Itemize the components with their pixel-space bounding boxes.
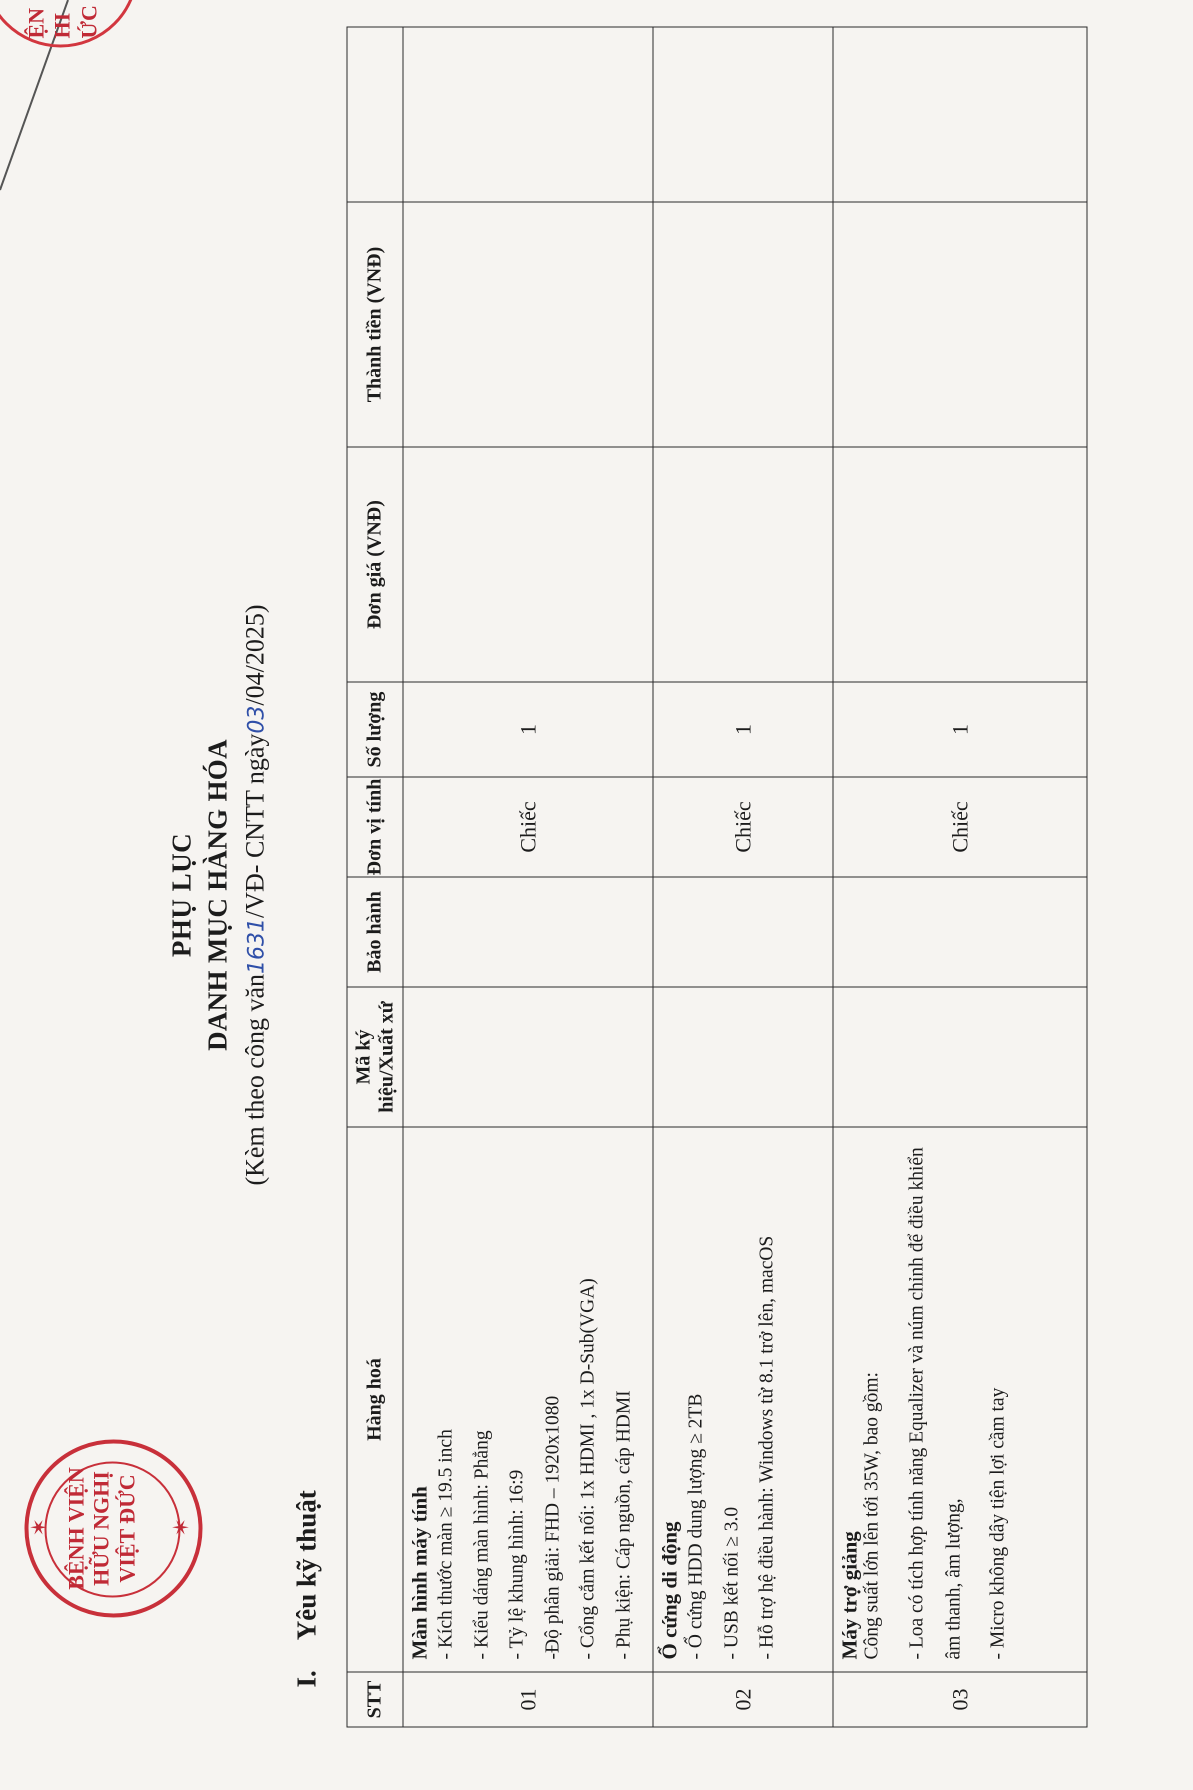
table-row: [403, 27, 653, 1727]
item-title: Máy trợ giảng: [837, 1531, 862, 1660]
section-heading: [292, 1490, 323, 1687]
hospital-stamp-partial: [0, 0, 139, 48]
header-code: Mã ký hiệu/Xuất xứ: [347, 987, 403, 1127]
row-extra: [653, 27, 833, 202]
table-row: [833, 27, 1087, 1727]
row-code: [833, 987, 1087, 1127]
header-item: Hàng hoá: [347, 1127, 403, 1672]
row-warranty: [653, 877, 833, 987]
row-qty: 1: [403, 682, 653, 777]
row-code: [653, 987, 833, 1127]
header-qty: Số lượng: [347, 682, 403, 777]
table-header-row: [347, 27, 403, 1727]
row-unit-price: [653, 447, 833, 682]
row-unit: Chiếc: [833, 777, 1087, 877]
row-description: [833, 1127, 1087, 1672]
header-amount: Thành tiền (VNĐ): [347, 202, 403, 447]
row-description: [403, 1127, 653, 1672]
section-number: I.: [291, 1670, 322, 1688]
row-stt: 03: [833, 1672, 1087, 1727]
goods-table: [347, 27, 1088, 1728]
item-title: Màn hình máy tính: [407, 1486, 432, 1660]
spec-line: - Cổng cắm kết nối: 1x HDMI , 1x D-Sub(VGA): [577, 1278, 599, 1660]
header-extra: [347, 27, 403, 202]
spec-line: - USB kết nối ≥ 3.0: [721, 1506, 742, 1660]
row-extra: [403, 27, 653, 202]
row-warranty: [403, 877, 653, 987]
stamp-partial-line-3: ỨC: [76, 5, 102, 39]
row-unit: Chiếc: [653, 777, 833, 877]
document-title: PHỤ LỤC: [166, 832, 197, 958]
spec-line: - Tỷ lệ khung hình: 16:9: [506, 1469, 528, 1660]
document-subtitle: DANH MỤC HÀNG HÓA: [202, 739, 233, 1051]
row-description: [653, 1127, 833, 1672]
section-title: Yêu kỹ thuật: [291, 1490, 322, 1641]
row-unit: Chiếc: [403, 777, 653, 877]
spec-line: - Hỗ trợ hệ điều hành: Windows từ 8.1 trở lên, macOS: [756, 1235, 778, 1660]
row-unit-price: [833, 447, 1087, 682]
row-code: [403, 987, 653, 1127]
stamp-text: [64, 1444, 140, 1614]
document-reference: [241, 23, 271, 1768]
header-unit-price: Đơn giá (VNĐ): [347, 447, 403, 682]
reference-mid: /VĐ- CNTT ngày: [240, 733, 270, 918]
stamp-line-1: BỆNH VIỆN: [63, 1467, 89, 1590]
header-warranty: Bảo hành: [347, 877, 403, 987]
stamp-partial-line-1: ỆN: [23, 7, 49, 39]
stamp-line-3: VIỆT ĐỨC: [114, 1474, 140, 1583]
header-stt: STT: [347, 1672, 403, 1727]
row-amount: [653, 202, 833, 447]
handwritten-day: 03: [244, 705, 270, 734]
row-stt: 01: [403, 1672, 653, 1727]
row-amount: [833, 202, 1087, 447]
document-page: [17, 5, 1177, 1768]
row-stt: 02: [653, 1672, 833, 1727]
item-title: Ổ cứng di động: [657, 1521, 682, 1660]
spec-line: Công suất lớn lên tới 35W, bao gồm:: [861, 1372, 883, 1660]
spec-line: - Kích thước màn ≥ 19.5 inch: [435, 1429, 457, 1660]
row-unit-price: [403, 447, 653, 682]
handwritten-ref-number: 1631: [244, 917, 270, 974]
row-extra: [833, 27, 1087, 202]
reference-prefix: (Kèm theo công văn: [240, 973, 270, 1186]
row-warranty: [833, 877, 1087, 987]
spec-line: - Phụ kiện: Cáp nguồn, cáp HDMI: [613, 1390, 634, 1660]
spec-line: - Ổ cứng HDD dung lượng ≥ 2TB: [685, 1393, 707, 1660]
stamp-line-2: HỮU NGHỊ: [88, 1471, 114, 1586]
row-qty: 1: [653, 682, 833, 777]
spec-line: - Loa có tích hợp tính năng Equalizer và núm chỉnh để điều khiển âm thanh, âm lượng,: [906, 1147, 965, 1660]
stamp-star-icon: ✶: [26, 1518, 52, 1537]
spec-line: - Micro không dây tiện lợi cầm tay: [987, 1387, 1009, 1660]
stamp-partial-text: [24, 5, 103, 38]
spec-line: -Độ phân giải: FHD – 1920x1080: [542, 1395, 563, 1660]
table-row: [653, 27, 833, 1727]
header-unit: Đơn vị tính: [347, 777, 403, 877]
spec-line: - Kiểu dáng màn hình: Phẳng: [471, 1430, 492, 1660]
row-qty: 1: [833, 682, 1087, 777]
reference-suffix: /04/2025): [240, 604, 270, 706]
stamp-star-icon: ✶: [168, 1518, 194, 1537]
row-amount: [403, 202, 653, 447]
stamp-partial-line-2: HI: [49, 12, 75, 39]
